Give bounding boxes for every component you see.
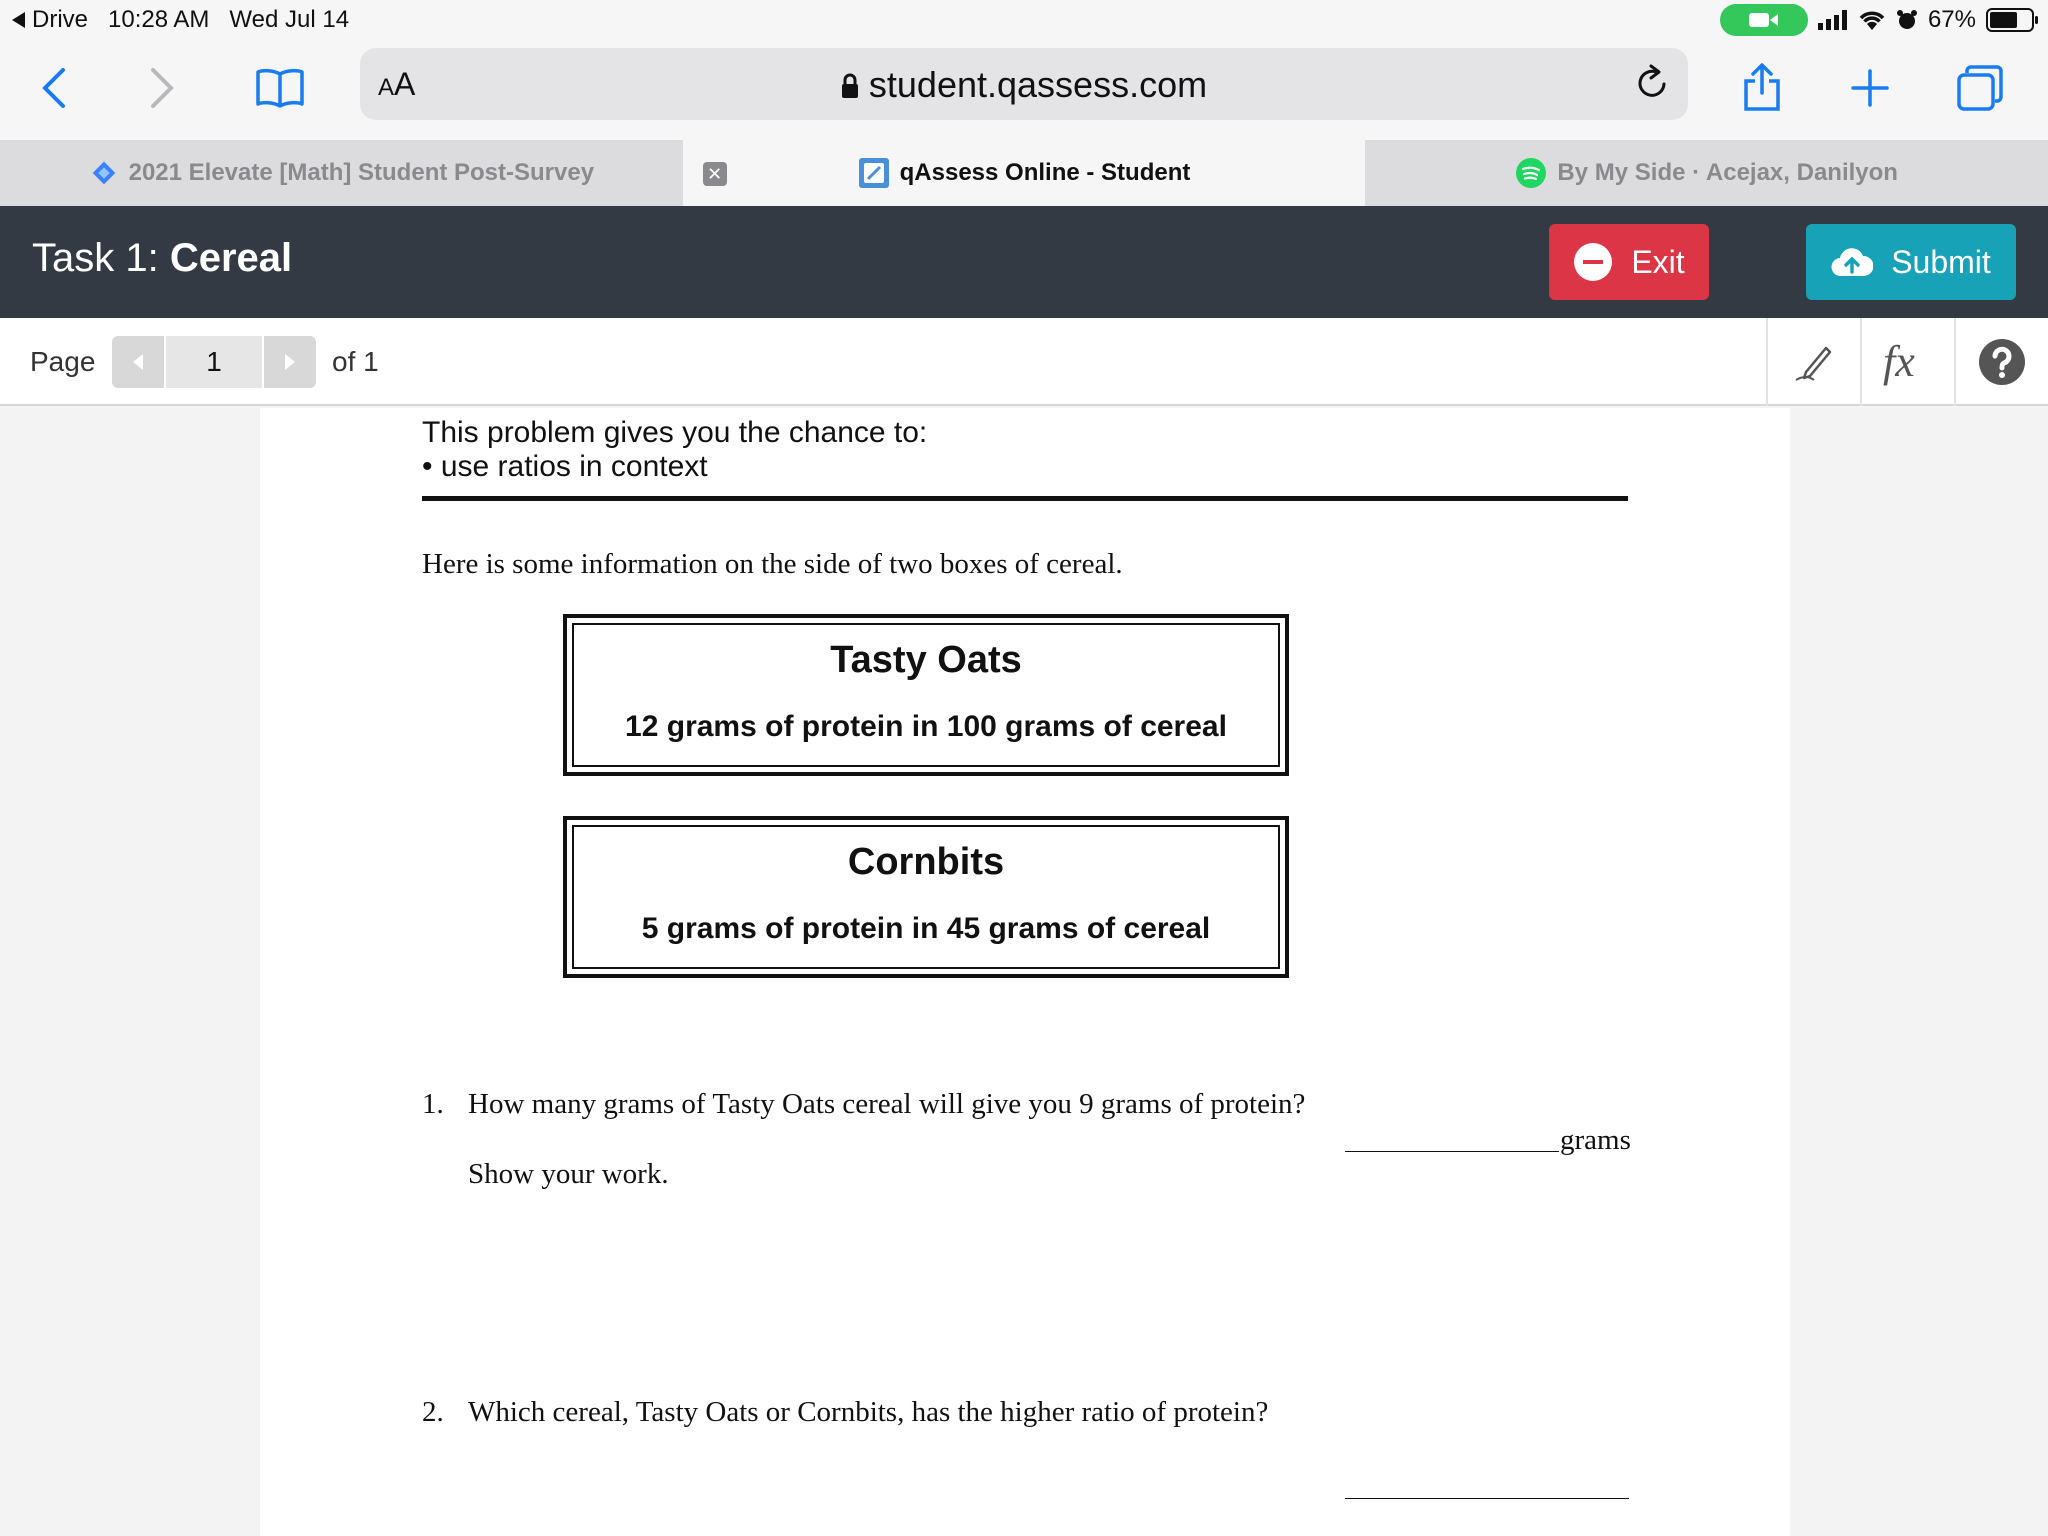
- next-page-button[interactable]: [264, 336, 316, 388]
- intro-line: This problem gives you the chance to:: [422, 416, 928, 449]
- status-time: 10:28 AM: [108, 6, 210, 33]
- tool-buttons: [1766, 318, 2048, 406]
- video-camera-icon: [1749, 11, 1779, 29]
- page-pager: [112, 336, 316, 388]
- lock-icon: [841, 73, 859, 99]
- survey-diamond-icon: [89, 158, 119, 188]
- app-header: [0, 206, 2048, 318]
- cereal-name: Cornbits: [847, 841, 1005, 883]
- lead-text: Here is some information on the side of two boxes of cereal.: [422, 548, 1123, 580]
- browser-tab-bar: [0, 140, 2048, 206]
- exit-button[interactable]: Exit: [1549, 224, 1709, 300]
- tab-overview-button[interactable]: [1950, 58, 2010, 118]
- pen-icon: [1792, 340, 1836, 384]
- submit-button[interactable]: Submit: [1806, 224, 2016, 300]
- show-work-text: Show your work.: [468, 1158, 669, 1190]
- cellular-signal-icon: [1818, 10, 1848, 30]
- intro-bullet: • use ratios in context: [422, 450, 708, 483]
- cereal-protein: 5 grams of protein in 45 grams of cereal: [641, 912, 1211, 945]
- spotify-icon: [1515, 157, 1547, 189]
- book-icon: [255, 68, 305, 108]
- back-triangle-icon: [12, 12, 26, 28]
- task-document: This problem gives you the chance to: • use ratios in context Here is some information on the side of two boxes of cereal. Tasty Oats 12 grams of protein in 100 grams of cereal Cornbits 5 grams of protein in 45 grams of cereal 1. How many grams of Tasty Oats cereal will give you 9 grams of protein? grams Show your work. 2. Which cereal, Tasty Oats or Cornbits, has the higher ratio of protein?: [260, 408, 1790, 1536]
- new-tab-button[interactable]: [1840, 58, 1900, 118]
- triangle-right-icon: [284, 353, 296, 371]
- cloud-upload-icon: [1831, 247, 1873, 277]
- page-total: of 1: [332, 346, 379, 377]
- bookmarks-button[interactable]: [250, 58, 310, 118]
- page-number-field[interactable]: 1: [166, 336, 262, 388]
- cereal-name: Tasty Oats: [830, 639, 1022, 681]
- reload-button[interactable]: [1636, 64, 1670, 105]
- wifi-icon: [1858, 9, 1886, 31]
- url-text: student.qassess.com: [360, 64, 1688, 106]
- share-icon: [1742, 63, 1782, 113]
- pen-tool-button[interactable]: [1766, 318, 1860, 406]
- close-tab-button[interactable]: ✕: [703, 162, 727, 186]
- cereal-box-tasty-oats: [563, 614, 1289, 776]
- tab-post-survey[interactable]: 2021 Elevate [Math] Student Post-Survey: [0, 140, 683, 206]
- page-navigation: [0, 318, 2048, 406]
- help-button[interactable]: [1954, 318, 2048, 406]
- battery-percent: 67%: [1927, 6, 1976, 33]
- chevron-left-icon: [39, 66, 69, 110]
- status-date: Wed Jul 14: [229, 6, 350, 33]
- battery-icon: [1986, 8, 2034, 32]
- previous-page-button[interactable]: [112, 336, 164, 388]
- address-bar[interactable]: [360, 48, 1688, 120]
- triangle-left-icon: [132, 353, 144, 371]
- divider: [422, 496, 1628, 501]
- svg-text:fx: fx: [1883, 338, 1915, 386]
- qassess-logo-icon: [858, 157, 890, 189]
- alarm-icon: [1896, 9, 1918, 31]
- formula-button[interactable]: [1860, 318, 1954, 406]
- tab-spotify[interactable]: By My Side · Acejax, Danilyon: [1365, 140, 2048, 206]
- chevron-right-icon: [147, 66, 177, 110]
- answer-line-2[interactable]: [1345, 1498, 1629, 1499]
- answer-unit: grams: [1560, 1124, 1631, 1156]
- share-button[interactable]: [1732, 58, 1792, 118]
- forward-button[interactable]: [132, 58, 192, 118]
- cereal-protein: 12 grams of protein in 100 grams of cereal: [625, 710, 1227, 743]
- tabs-icon: [1957, 65, 2003, 111]
- answer-line-1[interactable]: [1345, 1151, 1559, 1152]
- reload-icon: [1636, 64, 1670, 100]
- question-circle-icon: [1978, 338, 2026, 386]
- plus-icon: [1850, 68, 1890, 108]
- page-label: Page: [30, 346, 96, 377]
- browser-toolbar: [0, 40, 2048, 140]
- tab-qassess[interactable]: ✕ qAssess Online - Student: [683, 140, 1366, 206]
- back-button[interactable]: [24, 58, 84, 118]
- minus-circle-icon: [1573, 242, 1613, 282]
- status-bar: [0, 0, 2048, 40]
- cereal-box-cornbits: [563, 816, 1289, 978]
- task-title: Task 1: Cereal: [32, 236, 293, 280]
- facetime-indicator[interactable]: [1720, 4, 1808, 36]
- reader-text-size-button[interactable]: AA: [378, 66, 416, 102]
- function-fx-icon: [1881, 338, 1935, 386]
- back-to-app-link[interactable]: Drive: [12, 6, 88, 34]
